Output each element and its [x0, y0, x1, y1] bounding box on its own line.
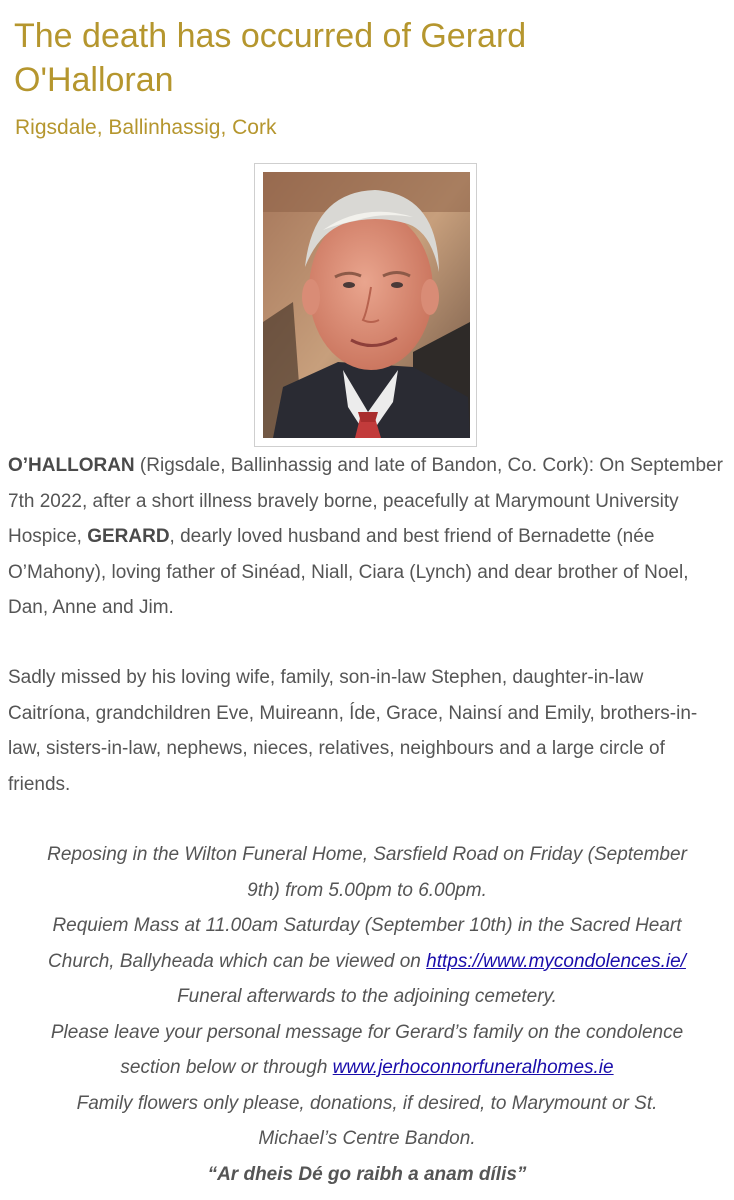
- surname-caps: O’HALLORAN: [8, 455, 135, 476]
- mass-line-1: Requiem Mass at 11.00am Saturday (September 10th) in the Sacred Heart: [52, 915, 682, 936]
- funeral-home-link[interactable]: www.jerhoconnorfuneralhomes.ie: [332, 1057, 614, 1078]
- paragraph-1-text-a: (Rigsdale, Ballinhassig and late of Bandon, Co. Cork): On September 7th 2022, after a short illness bravely borne, peacefully at Marymount University Hospice,: [8, 455, 723, 547]
- title-line-1: The death has occurred of Gerard: [14, 17, 527, 55]
- flowers-line-2: Michael’s Centre Bandon.: [258, 1128, 476, 1149]
- message-line-2: [0, 1050, 734, 1086]
- mass-line-2-text: Church, Ballyheada which can be viewed on: [48, 950, 427, 972]
- reposing-line-2: 9th) from 5.00pm to 6.00pm.: [247, 879, 487, 901]
- paragraph-1-text-b: , dearly loved husband and best friend of Bernadette (née O’Mahony), loving father of Sinéad, Niall, Ciara (Lynch) and dear brother of Noel, Dan, Anne and Jim.: [8, 526, 689, 618]
- portrait-photo: [263, 172, 470, 438]
- portrait-photo-frame: [254, 163, 477, 447]
- funeral-arrangements: [0, 837, 734, 1192]
- notice-paragraph-1: [8, 448, 726, 626]
- firstname-caps: GERARD: [87, 526, 170, 547]
- message-line-2-text: section below or through: [120, 1057, 333, 1078]
- mass-line-2: [0, 944, 734, 980]
- cemetery-line: Funeral afterwards to the adjoining cemetery.: [177, 986, 557, 1007]
- message-line-1: Please leave your personal message for Gerard’s family on the condolence: [50, 1021, 684, 1043]
- title-line-2: O'Halloran: [14, 61, 174, 99]
- flowers-line-1: Family flowers only please, donations, if desired, to Marymount or St.: [76, 1092, 658, 1114]
- notice-title: [14, 14, 714, 102]
- mycondolences-link[interactable]: https://www.mycondolences.ie/: [426, 950, 686, 972]
- reposing-line-1: Reposing in the Wilton Funeral Home, Sarsfield Road on Friday (September: [47, 844, 687, 865]
- closing-prayer: “Ar dheis Dé go raibh a anam dílis”: [207, 1163, 527, 1185]
- location-subtitle: Rigsdale, Ballinhassig, Cork: [15, 116, 277, 139]
- notice-paragraph-2: Sadly missed by his loving wife, family, son-in-law Stephen, daughter-in-law Caitríona, grandchildren Eve, Muireann, Íde, Grace, Nainsí and Emily, brothers-in-law, sisters-in-law, nephews, nieces, relatives, neighbours and a large circle of friends.: [8, 667, 698, 795]
